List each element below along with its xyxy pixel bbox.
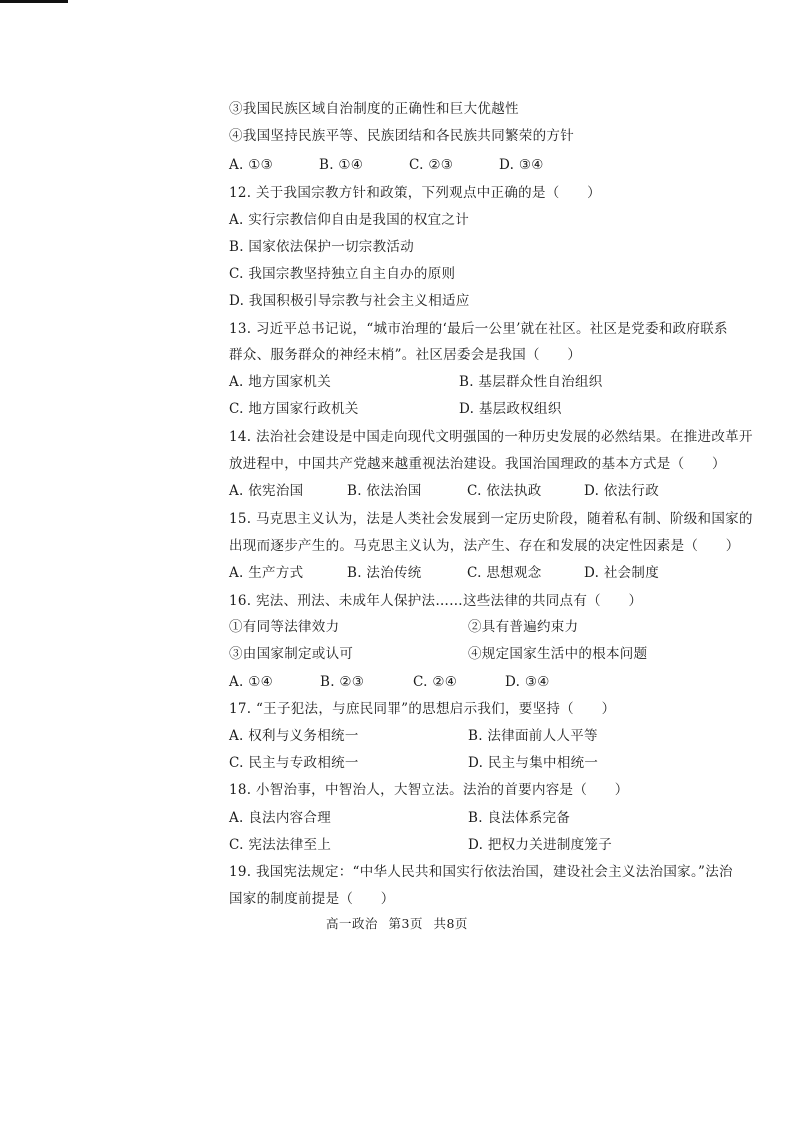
- q12-option-b: B. 国家依法保护一切宗教活动: [229, 239, 415, 255]
- q11-option-c: C. ②③: [409, 157, 454, 173]
- q17-options-row1: [229, 726, 789, 746]
- q11-options: [229, 155, 789, 175]
- q13-option-a: A. 地方国家机关: [229, 374, 332, 390]
- q18-option-c: C. 宪法法律至上: [229, 837, 332, 853]
- q16-item-3: ③由国家制定或认可: [229, 646, 354, 662]
- q18-options-row2: [229, 835, 789, 855]
- q18-stem: 18. 小智治事，中智治人，大智立法。法治的首要内容是（ ）: [229, 782, 629, 798]
- q19-stem-line1: 19. 我国宪法规定：“中华人民共和国实行依法治国，建设社会主义法治国家。”法治: [229, 864, 733, 880]
- q15-option-d: D. 社会制度: [584, 565, 660, 581]
- q19-stem-line2: 国家的制度前提是（ ）: [229, 891, 395, 907]
- q18-option-a: A. 良法内容合理: [229, 810, 332, 826]
- q16-item-1: ①有同等法律效力: [229, 619, 340, 635]
- q17-option-a: A. 权利与义务相统一: [229, 728, 359, 744]
- q11-item-3: ③我国民族区域自治制度的正确性和巨大优越性: [229, 101, 519, 117]
- q15-stem-line1: 15. 马克思主义认为，法是人类社会发展到一定历史阶段，随着私有制、阶级和国家的: [229, 511, 753, 527]
- q14-options: [229, 481, 789, 501]
- q16-item-4: ④规定国家生活中的根本问题: [468, 646, 648, 662]
- q13-stem-line1: 13. 习近平总书记说，“城市治理的‘最后一公里’就在社区。社区是党委和政府联系: [229, 321, 728, 337]
- q17-stem: 17. “王子犯法，与庶民同罪”的思想启示我们，要坚持（ ）: [229, 701, 616, 717]
- q13-options-row2: [229, 399, 789, 419]
- q13-option-b: B. 基层群众性自治组织: [459, 374, 603, 390]
- page-footer: [0, 914, 794, 932]
- q16-options: [229, 672, 789, 692]
- q16-item-2: ②具有普遍约束力: [468, 619, 579, 635]
- q12-option-d: D. 我国积极引导宗教与社会主义相适应: [229, 293, 470, 309]
- q15-option-a: A. 生产方式: [229, 565, 304, 581]
- q13-option-c: C. 地方国家行政机关: [229, 401, 359, 417]
- q12-option-c: C. 我国宗教坚持独立自主自办的原则: [229, 266, 456, 282]
- q16-option-b: B. ②③: [320, 674, 365, 690]
- q13-options-row1: [229, 372, 789, 392]
- q15-option-b: B. 法治传统: [347, 565, 422, 581]
- q11-option-b: B. ①④: [319, 157, 364, 173]
- q12-stem: 12. 关于我国宗教方针和政策，下列观点中正确的是（ ）: [229, 185, 601, 201]
- q17-option-b: B. 法律面前人人平等: [468, 728, 598, 744]
- q16-option-d: D. ③④: [505, 674, 550, 690]
- q16-option-a: A. ①④: [229, 674, 274, 690]
- q16-option-c: C. ②④: [413, 674, 458, 690]
- q14-stem-line2: 放进程中，中国共产党越来越重视法治建设。我国治国理政的基本方式是（ ）: [229, 456, 726, 472]
- q17-option-d: D. 民主与集中相统一: [468, 755, 599, 771]
- q16-stem: 16. 宪法、刑法、未成年人保护法……这些法律的共同点有（ ）: [229, 593, 643, 609]
- q14-option-a: A. 依宪治国: [229, 483, 304, 499]
- q18-option-b: B. 良法体系完备: [468, 810, 571, 826]
- footer-page-number: 第3页: [388, 916, 423, 931]
- q14-option-d: D. 依法行政: [584, 483, 660, 499]
- q13-option-d: D. 基层政权组织: [459, 401, 562, 417]
- footer-subject: 高一政治: [326, 916, 379, 931]
- q18-options-row1: [229, 808, 789, 828]
- q13-stem-line2: 群众、服务群众的神经末梢”。社区居委会是我国（ ）: [229, 347, 582, 363]
- q16-items-row2: [229, 644, 789, 664]
- q11-option-d: D. ③④: [499, 157, 544, 173]
- q15-stem-line2: 出现而逐步产生的。马克思主义认为，法产生、存在和发展的决定性因素是（ ）: [229, 538, 740, 554]
- q11-option-a: A. ①③: [229, 157, 274, 173]
- q12-option-a: A. 实行宗教信仰自由是我国的权宜之计: [229, 212, 470, 228]
- q14-option-c: C. 依法执政: [467, 483, 542, 499]
- q11-item-4: ④我国坚持民族平等、民族团结和各民族共同繁荣的方针: [229, 128, 574, 144]
- q14-option-b: B. 依法治国: [347, 483, 422, 499]
- q18-option-d: D. 把权力关进制度笼子: [468, 837, 613, 853]
- q16-items-row1: [229, 617, 789, 637]
- q17-options-row2: [229, 753, 789, 773]
- footer-total-pages: 共8页: [433, 916, 468, 931]
- q14-stem-line1: 14. 法治社会建设是中国走向现代文明强国的一种历史发展的必然结果。在推进改革开: [229, 429, 753, 445]
- q17-option-c: C. 民主与专政相统一: [229, 755, 359, 771]
- q15-option-c: C. 思想观念: [467, 565, 542, 581]
- q15-options: [229, 563, 789, 583]
